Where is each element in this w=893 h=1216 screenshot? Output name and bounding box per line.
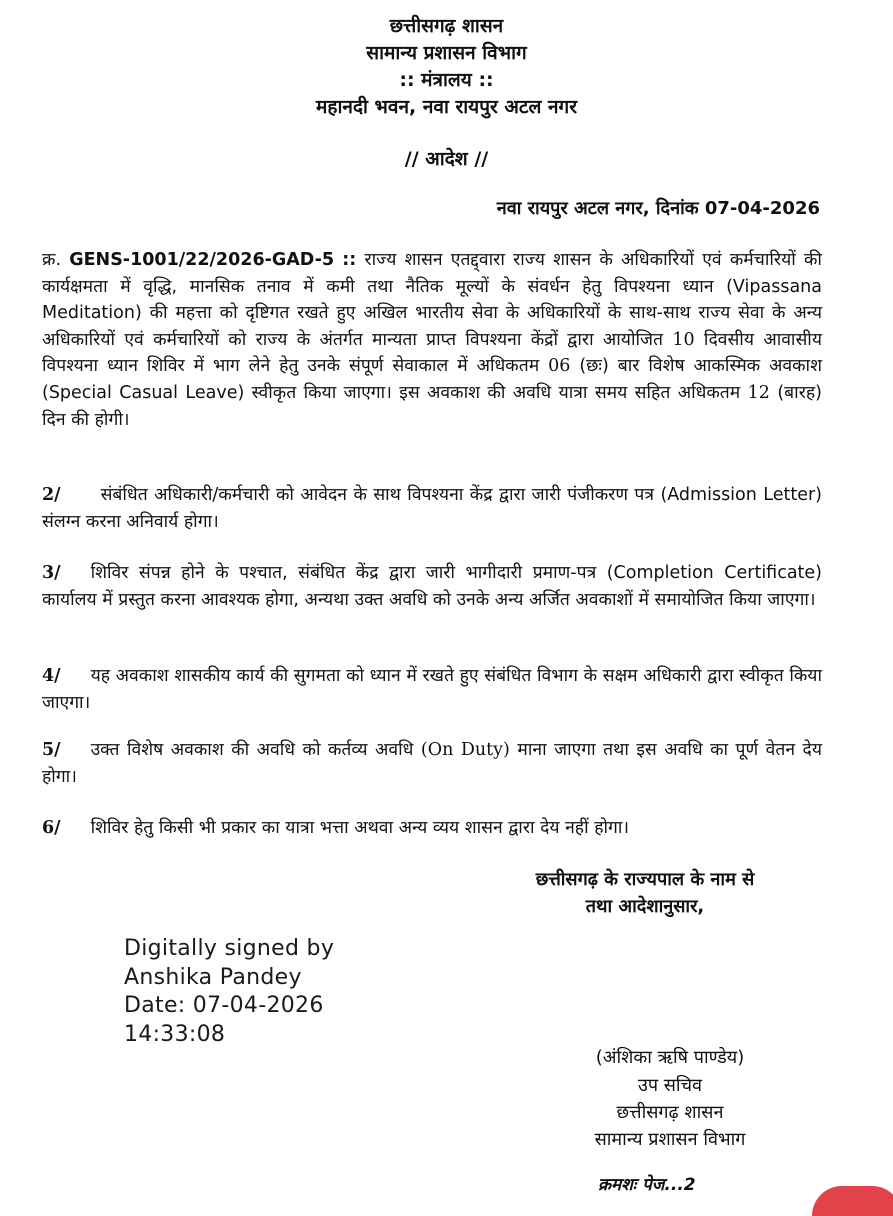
- digital-signature-name: Anshika Pandey: [124, 964, 302, 990]
- paragraph-5-number: 5/: [42, 740, 61, 760]
- header-address: महानदी भवन, नवा रायपुर अटल नगर: [316, 96, 577, 118]
- paragraph-2-number: 2/: [42, 485, 61, 505]
- paragraph-1-text-d: (बारह) दिन की होगी।: [42, 382, 822, 430]
- paragraph-4: [42, 663, 822, 716]
- camp-days: 10: [672, 329, 695, 350]
- paragraph-2-text: संबंधित अधिकारी/कर्मचारी को आवेदन के साथ विपश्यना केंद्र द्वारा जारी पंजीकरण पत्र (Admission Letter) संलग्न करना अनिवार्य होगा।: [42, 485, 822, 532]
- paragraph-6-number: 6/: [42, 818, 61, 838]
- reference-prefix: क्र.: [42, 250, 62, 270]
- paragraph-1-text-c: (छः) बार विशेष आकस्मिक अवकाश (Special Casual Leave) स्वीकृत किया जाएगा। इस अवकाश की अवधि यात्रा समय सहित अधिकतम: [42, 356, 822, 403]
- paragraph-3-number: 3/: [42, 563, 61, 583]
- digital-signature-block: [124, 935, 424, 1049]
- paragraph-5-text-a: उक्त विशेष अवकाश की अवधि को कर्तव्य अवधि: [90, 740, 414, 760]
- paragraph-6-text: शिविर हेतु किसी भी प्रकार का यात्रा भत्ता अथवा अन्य व्यय शासन द्वारा देय नहीं होगा।: [90, 818, 630, 838]
- digital-signature-line-1: Digitally signed by: [124, 936, 335, 961]
- paragraph-2: [42, 482, 822, 535]
- red-corner-mark: [812, 1186, 893, 1216]
- paragraph-3: [42, 560, 822, 613]
- paragraph-3-text: शिविर संपन्न होने के पश्चात, संबंधित केंद्र द्वारा जारी भागीदारी प्रमाण-पत्र (Completion Certificate) कार्यालय में प्रस्तुत करना आवश्यक होगा, अन्यथा उक्त अवधि को उनके अन्य अर्जित अवकाशों में समायोजित किया जाएगा।: [42, 563, 822, 610]
- officer-name: (अंशिका ऋषि पाण्डेय): [595, 1047, 745, 1068]
- reference-number: GENS-1001/22/2026-GAD-5: [69, 250, 335, 270]
- paragraph-1-text-b: दिवसीय आवासीय विपश्यना ध्यान शिविर में भाग लेने हेतु उनके संपूर्ण सेवाकाल में अधिकतम: [42, 329, 822, 377]
- officer-govt: छत्तीसगढ़ शासन: [616, 1102, 724, 1123]
- signoff-line-2: तथा आदेशानुसार,: [585, 896, 705, 917]
- max-times: 06: [548, 356, 571, 377]
- paragraph-4-number: 4/: [42, 666, 61, 686]
- order-title: // आदेश //: [404, 148, 489, 170]
- paragraph-4-text: यह अवकाश शासकीय कार्य की सुगमता को ध्यान में रखते हुए संबंधित विभाग के सक्षम अधिकारी द्वारा स्वीकृत किया जाएगा।: [42, 666, 822, 713]
- paragraph-5-text-b: माना जाएगा तथा इस अवधि का पूर्ण वेतन देय होगा।: [42, 740, 822, 787]
- on-duty-label: (On Duty): [420, 740, 510, 760]
- signoff-line-1: छत्तीसगढ़ के राज्यपाल के नाम से: [535, 869, 755, 890]
- paragraph-5: [42, 737, 822, 790]
- paragraph-6: [42, 815, 822, 842]
- digital-signature-date: Date: 07-04-2026: [124, 993, 324, 1018]
- reference-separator: ::: [342, 250, 357, 270]
- continuation-note: क्रमशः पेज...2: [598, 1175, 696, 1195]
- header-department: सामान्य प्रशासन विभाग: [366, 42, 527, 64]
- officer-designation: उप सचिव: [637, 1075, 703, 1096]
- date-line: नवा रायपुर अटल नगर, दिनांक 07-04-2026: [496, 198, 820, 219]
- officer-department: सामान्य प्रशासन विभाग: [594, 1129, 746, 1150]
- digital-signature-time: 14:33:08: [124, 1021, 226, 1047]
- header-office: :: मंत्रालय ::: [399, 69, 494, 91]
- header-govt: छत्तीसगढ़ शासन: [389, 15, 504, 37]
- paragraph-1-text-a: राज्य शासन एतद्द्वारा राज्य शासन के अधिकारियों एवं कर्मचारियों की कार्यक्षमता में वृद्धि, मानसिक तनाव में कमी तथा नैतिक मूल्यों के संवर्धन हेतु विपश्यना ध्यान (Vipassana Meditation) की महत्ता को दृष्टिगत रखते हुए अखिल भारतीय सेवा के अधिकारियों के साथ-साथ राज्य सेवा के अन्य अधिकारियों एवं कर्मचारियों को राज्य के अंतर्गत मान्यता प्राप्त विपश्यना केंद्रों द्वारा आयोजित: [42, 250, 822, 350]
- paragraph-1: [42, 247, 822, 433]
- max-days: 12: [747, 382, 770, 403]
